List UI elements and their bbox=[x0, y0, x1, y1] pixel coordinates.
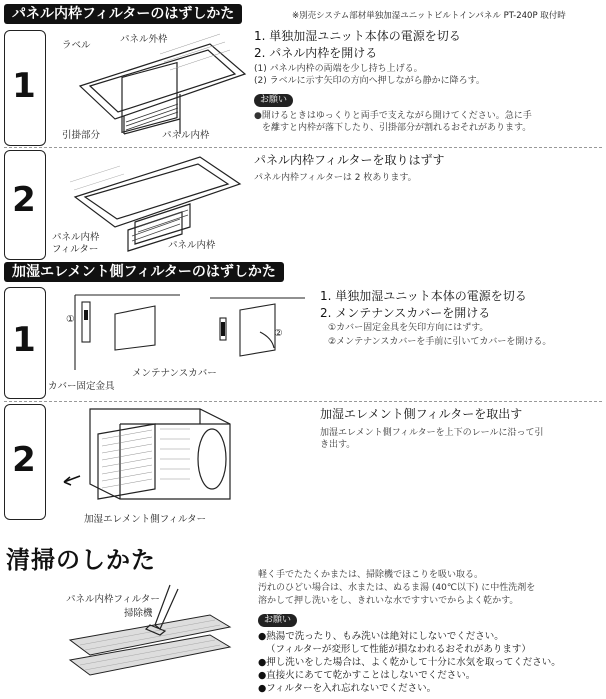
warning-badge: お願い bbox=[258, 614, 297, 627]
step-sub: パネル内枠フィルターは 2 枚あります。 bbox=[254, 173, 417, 183]
step-sub-2: (2) ラベルに示す矢印の方向へ押しながら静かに降ろす。 bbox=[254, 76, 485, 86]
label-hook: 引掛部分 bbox=[62, 130, 101, 141]
label-maintenance-cover: メンテナンスカバー bbox=[132, 368, 217, 379]
divider bbox=[4, 147, 602, 148]
label-filter-1: パネル内枠 bbox=[52, 232, 100, 243]
cleaning-text-3: 溶かして押し洗いをし、きれいな水ですすいでからよく乾かす。 bbox=[258, 596, 519, 606]
label-filter-2: フィルター bbox=[52, 244, 99, 255]
step-instruction-1: 1. 単独加湿ユニット本体の電源を切る bbox=[320, 289, 527, 303]
label-panel-filter: パネル内枠フィルター bbox=[66, 594, 160, 605]
label-inner-frame: パネル内枠 bbox=[162, 130, 210, 141]
step-instruction-2: 2. パネル内枠を開ける bbox=[254, 46, 378, 60]
warning-badge: お願い bbox=[254, 94, 293, 107]
caution-item: ●熱湯で洗ったり、もみ洗いは絶対にしないでください。 bbox=[258, 631, 504, 642]
cleaning-text-2: 汚れのひどい場合は、水または、ぬるま湯 (40℃以下) に中性洗剤を bbox=[258, 583, 536, 593]
step-sub-2: ②メンテナンスカバーを手前に引いてカバーを開ける。 bbox=[328, 337, 552, 347]
caution-item: ●フィルターを入れ忘れないでください。 bbox=[258, 683, 437, 694]
caution-item: （フィルターが変形して性能が損なわれるおそれがあります） bbox=[266, 644, 531, 655]
warning-text-2: を離すと内枠が落下したり、引掛部分が割れるおそれがあります。 bbox=[262, 123, 532, 133]
label-inner-frame: パネル内枠 bbox=[168, 240, 216, 251]
step-sub-2: き出す。 bbox=[320, 440, 356, 450]
label-cover-clip: カバー固定金具 bbox=[48, 381, 115, 392]
section-note: ※別売システム部材単独加湿ユニットビルトインパネル PT-240P 取付時 bbox=[292, 11, 566, 21]
step-instruction: パネル内枠フィルターを取りはずす bbox=[254, 153, 445, 167]
section-title-element-filter: 加湿エレメント側フィルターのはずしかた bbox=[4, 262, 284, 282]
circled-1: ① bbox=[66, 314, 75, 325]
step-sub-1: 加湿エレメント側フィルターを上下のレールに沿って引 bbox=[320, 428, 544, 438]
step-sub-1: (1) パネル内枠の両端を少し持ち上げる。 bbox=[254, 64, 423, 74]
step-instruction-1: 1. 単独加湿ユニット本体の電源を切る bbox=[254, 29, 461, 43]
step-instruction: 加湿エレメント側フィルターを取出す bbox=[320, 407, 523, 421]
label-label: ラベル bbox=[62, 40, 91, 51]
circled-2: ② bbox=[274, 328, 283, 339]
caution-item: ●直接火にあてて乾かすことはしないでください。 bbox=[258, 670, 476, 681]
step-number: 1 bbox=[12, 320, 36, 360]
element-filter-illustration bbox=[60, 404, 240, 509]
cleaning-heading: 清掃のしかた bbox=[6, 546, 156, 574]
divider bbox=[4, 401, 602, 402]
step-number: 2 bbox=[12, 440, 36, 480]
label-vacuum: 掃除機 bbox=[124, 608, 153, 619]
section-title-panel-filter: パネル内枠フィルターのはずしかた bbox=[4, 4, 242, 24]
step-instruction-2: 2. メンテナンスカバーを開ける bbox=[320, 306, 491, 320]
label-outer-frame: パネル外枠 bbox=[120, 34, 168, 45]
warning-text-1: ●開けるときはゆっくりと両手で支えながら開けてください。急に手 bbox=[254, 111, 532, 121]
step-number: 1 bbox=[12, 66, 36, 106]
caution-item: ●押し洗いをした場合は、よく乾かして十分に水気を取ってください。 bbox=[258, 657, 561, 668]
cleaning-text-1: 軽く手でたたくかまたは、掃除機でほこりを吸い取る。 bbox=[258, 570, 484, 580]
step-sub-1: ①カバー固定金具を矢印方向にはずす。 bbox=[328, 323, 489, 333]
label-element-filter: 加湿エレメント側フィルター bbox=[84, 514, 207, 525]
step-number: 2 bbox=[12, 180, 36, 220]
